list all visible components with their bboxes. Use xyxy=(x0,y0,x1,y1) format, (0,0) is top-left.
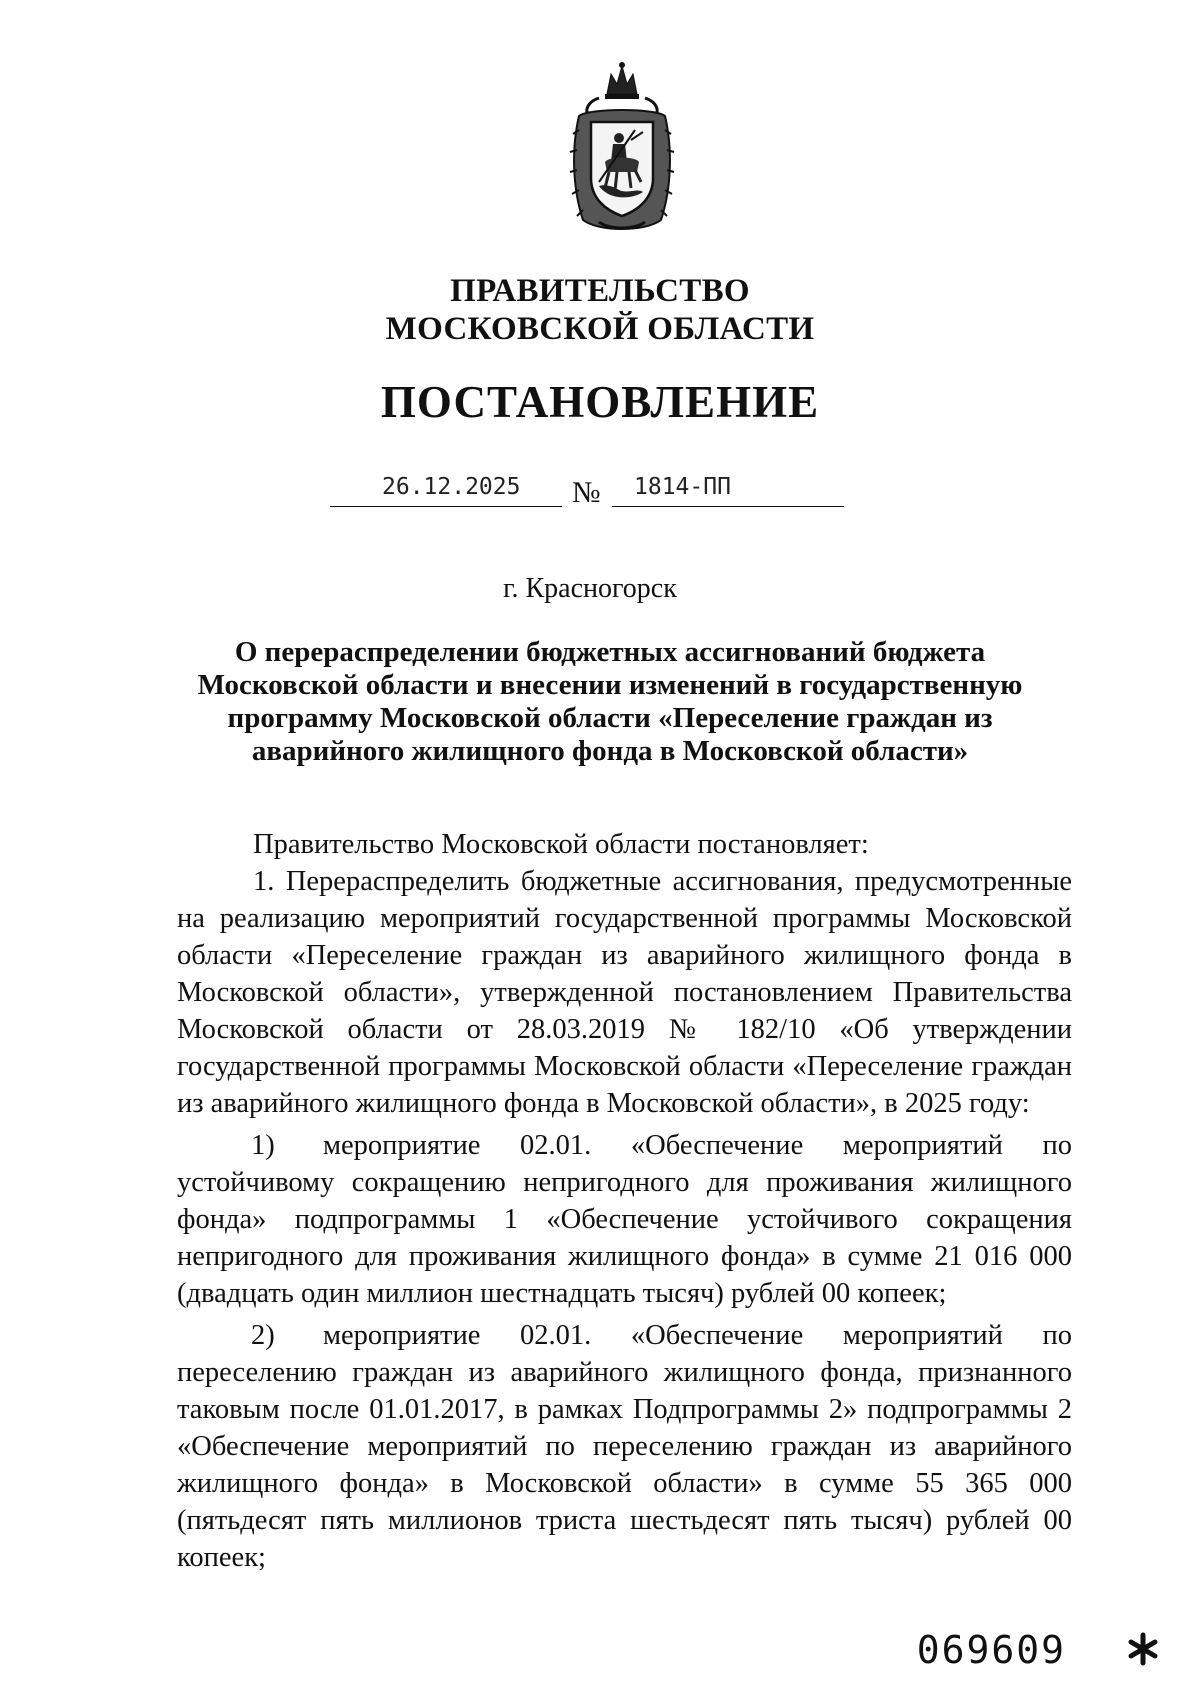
date-field xyxy=(330,470,562,507)
registration-line xyxy=(0,470,1200,510)
serial-number: 069609 xyxy=(916,1628,1066,1672)
list-item xyxy=(177,1127,1072,1312)
asterisk-icon xyxy=(1125,1631,1161,1667)
city-name: г. Красногорск xyxy=(503,573,677,604)
coat-of-arms-icon xyxy=(569,60,675,236)
decree-date: 26.12.2025 xyxy=(382,474,521,500)
document-title: О перераспределении бюджетных ассигнований бюджета Московской области и внесении изменений в государственную программу Московской области «Переселение граждан из аварийного жилищного фонда в Московской области» xyxy=(197,636,1023,767)
item-number: 2) xyxy=(251,1320,275,1351)
item-text: мероприятие 02.01. «Обеспечение мероприятий по переселению граждан из аварийного жилищного фонда, признанного таковым после 01.01.2017, в рамках Подпрограммы 2» подпрограммы 2 «Обеспечение мероприятий по переселению граждан из аварийного жилищного фонда» в Московской области» в сумме 55 365 000 (пятьдесят пять миллионов триста шестьдесят пять тысяч) рублей 00 копеек; xyxy=(177,1320,1072,1573)
government-name-line2: МОСКОВСКОЙ ОБЛАСТИ xyxy=(385,311,815,347)
list-item xyxy=(177,1317,1072,1576)
number-sign: № xyxy=(572,476,601,509)
document-body xyxy=(177,826,1072,1576)
decree-number: 1814-ПП xyxy=(634,474,731,500)
number-field xyxy=(612,470,844,507)
government-name-line1: ПРАВИТЕЛЬСТВО xyxy=(450,273,750,309)
intro-paragraph: Правительство Московской области постановляет: xyxy=(253,829,869,860)
clause-1: 1. Перераспределить бюджетные ассигнования, предусмотренные на реализацию мероприятий государственной программы Московской области «Переселение граждан из аварийного жилищного фонда в Московской области», утвержденной постановлением Правительства Московской области от 28.03.2019 № 182/10 «Об утверждении государственной программы Московской области «Переселение граждан из аварийного жилищного фонда в Московской области», в 2025 году: xyxy=(177,866,1072,1119)
item-text: мероприятие 02.01. «Обеспечение мероприятий по устойчивому сокращению непригодного для проживания жилищного фонда» подпрограммы 1 «Обеспечение устойчивого сокращения непригодного для проживания жилищного фонда» в сумме 21 016 000 (двадцать один миллион шестнадцать тысяч) рублей 00 копеек; xyxy=(177,1130,1072,1309)
document-type-heading: ПОСТАНОВЛЕНИЕ xyxy=(380,377,820,427)
item-number: 1) xyxy=(251,1130,275,1161)
